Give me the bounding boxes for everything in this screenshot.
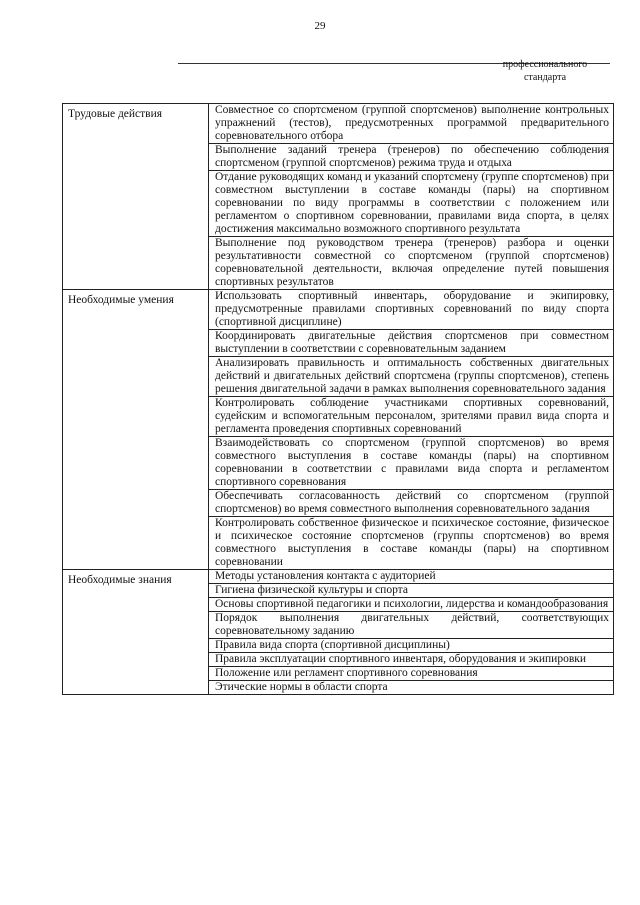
table-item: Этические нормы в области спорта <box>215 681 388 693</box>
header-note-line-1: профессионального <box>502 59 588 70</box>
table-item: Контролировать соблюдение участниками спортивных соревнований, судейским и вспомогательным персоналом, зрителями правил вида спорта и регламента проведения спортивных соревнований <box>209 397 613 437</box>
competency-table <box>62 103 614 695</box>
section-items <box>209 104 614 290</box>
table-item: Контролировать собственное физическое и психическое состояние, физическое и психическое состояние спортсменов (группы спортсменов) во время совместного выступления в составе команды (пары) на спортивном соревновании <box>215 517 609 568</box>
header-note <box>500 58 590 84</box>
table-item: Выполнение под руководством тренера (тренеров) разбора и оценки результативности совместной со спортсменом (группой спортсменов) соревновательной деятельности, включая определение путей повышения спортивных результатов <box>215 237 609 288</box>
section-label: Трудовые действия <box>63 104 209 290</box>
table-item: Координировать двигательные действия спортсменов при совместном выступлении в соответствии с соревновательным заданием <box>209 330 613 357</box>
table-item: Правила вида спорта (спортивной дисциплины) <box>209 639 613 653</box>
page-number: 29 <box>314 20 326 32</box>
section-row-skills <box>63 290 614 570</box>
section-row-labor-actions <box>63 104 614 290</box>
table-item: Анализировать правильность и оптимальность собственных двигательных действий и двигательных действий спортсмена (группы спортсменов), степень решения двигательной задачи в рамках выполнения соревновательного задания <box>209 357 613 397</box>
table-item: Отдание руководящих команд и указаний спортсмену (группе спортсменов) при совместном выступлении в составе команды (пары) на спортивном соревновании по виду программы в соответствии с положением или регламентом о спортивном соревновании, правилами вида спорта, в целях достижения максимально возможного спортивного результата <box>209 171 613 237</box>
section-label: Необходимые умения <box>63 290 209 570</box>
section-items <box>209 290 614 570</box>
table-item: Обеспечивать согласованность действий со спортсменом (группой спортсменов) во время совместного выполнения соревновательного задания <box>209 490 613 517</box>
table-item: Выполнение заданий тренера (тренеров) по обеспечению соблюдения спортсменом (группой спортсменов) режима труда и отдыха <box>209 144 613 171</box>
table-item: Использовать спортивный инвентарь, оборудование и экипировку, предусмотренные правилами спортивных соревнований по виду спорта (спортивной дисциплине) <box>209 290 613 330</box>
table-item: Методы установления контакта с аудиторией <box>209 570 613 584</box>
table-item: Правила эксплуатации спортивного инвентаря, оборудования и экипировки <box>209 653 613 667</box>
section-row-knowledge <box>63 570 614 695</box>
table-item: Совместное со спортсменом (группой спортсменов) выполнение контрольных упражнений (тестов), предусмотренных программой предварительного соревновательного отбора <box>209 104 613 144</box>
table-item: Положение или регламент спортивного соревнования <box>209 667 613 681</box>
table-item: Взаимодействовать со спортсменом (группой спортсменов) во время совместного выступления в составе команды (пары) на спортивном соревновании в соответствии с правилами вида спорта и регламентом спортивного соревнования <box>209 437 613 490</box>
table-item: Порядок выполнения двигательных действий, соответствующих соревновательному заданию <box>209 612 613 639</box>
header-note-line-2: стандарта <box>523 72 567 83</box>
section-items <box>209 570 614 695</box>
table-item: Гигиена физической культуры и спорта <box>209 584 613 598</box>
table-item: Основы спортивной педагогики и психологии, лидерства и командообразования <box>209 598 613 612</box>
section-label: Необходимые знания <box>63 570 209 695</box>
